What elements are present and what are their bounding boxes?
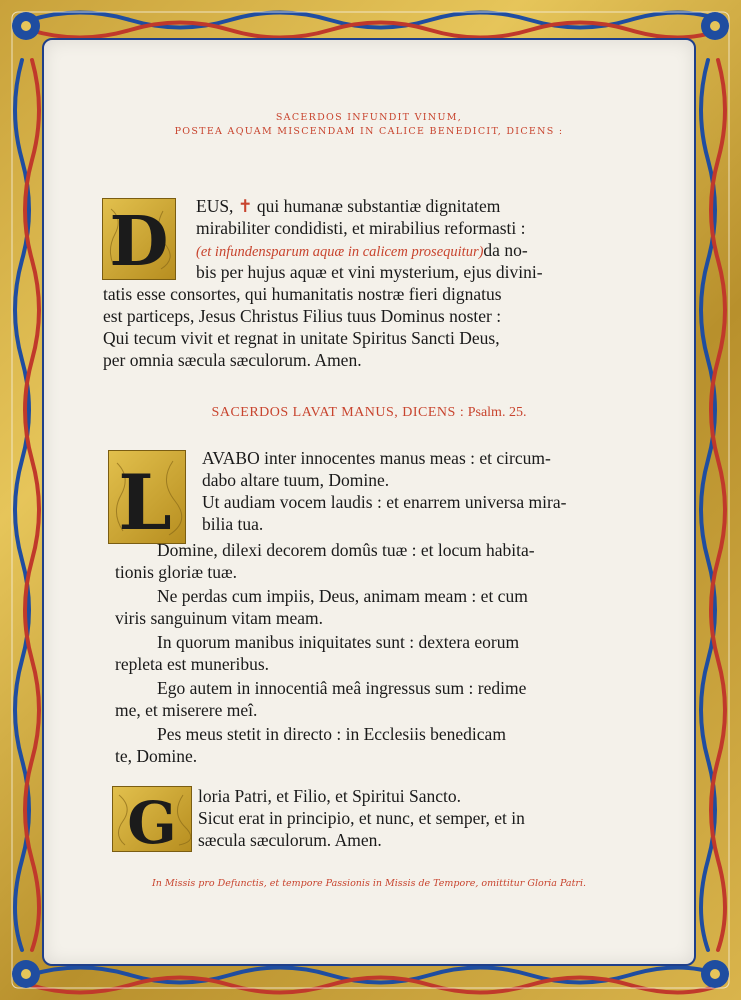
initial-letter: D bbox=[109, 202, 169, 279]
psalm-line-6: tionis gloriæ tuæ. bbox=[115, 562, 238, 582]
cross-symbol: ✝ bbox=[237, 196, 253, 216]
prayer1-line-5: tatis esse consortes, qui humanitatis nostræ fieri dignatus bbox=[103, 284, 502, 304]
psalm-line-12: me, et miserere meî. bbox=[115, 700, 258, 720]
psalm-line-2: dabo altare tuum, Domine. bbox=[202, 470, 390, 490]
footnote-rubric: In Missis pro Defunctis, et tempore Passionis in Missis de Tempore, omittitur Gloria Patri. bbox=[151, 878, 587, 889]
psalm-line-7: Ne perdas cum impiis, Deus, animam meam : et cum bbox=[157, 586, 528, 606]
prayer-card bbox=[42, 38, 696, 966]
gloria-line-2: Sicut erat in principio, et nunc, et semper, et in bbox=[198, 808, 525, 828]
psalm-line-9: In quorum manibus iniquitates sunt : dextera eorum bbox=[157, 632, 520, 652]
illuminated-initial-d bbox=[102, 198, 176, 280]
rubric-heading-line-2: POSTEA AQUAM MISCENDAM IN CALICE BENEDICIT, DICENS : bbox=[174, 126, 564, 137]
illuminated-initial-g bbox=[112, 786, 192, 852]
prayer1-line-7: Qui tecum vivit et regnat in unitate Spiritus Sancti Deus, bbox=[103, 328, 500, 348]
psalm-line-1: AVABO inter innocentes manus meas : et circum- bbox=[202, 448, 551, 468]
prayer1-line-3: (et infundensparum aquæ in calicem prosequitur)da no- bbox=[196, 240, 528, 260]
initial-letter: L bbox=[118, 458, 172, 543]
psalm-line-10: repleta est muneribus. bbox=[115, 654, 270, 674]
prayer1-line-6: est particeps, Jesus Christus Filius tuus Dominus noster : bbox=[103, 306, 502, 326]
prayer1-line-2: mirabiliter condidisti, et mirabilius reformasti : bbox=[196, 218, 526, 238]
psalm-line-13: Pes meus stetit in directo : in Ecclesiis benedicam bbox=[157, 724, 506, 744]
psalm-line-4: bilia tua. bbox=[202, 514, 264, 534]
prayer1-line-1: EUS, ✝ qui humanæ substantiæ dignitatem bbox=[196, 196, 501, 216]
rubric-heading-2: SACERDOS LAVAT MANUS, DICENS : Psalm. 25. bbox=[211, 405, 527, 420]
rubric-inline: (et infundensparum aquæ in calicem prosequitur) bbox=[196, 244, 484, 260]
psalm-line-14: te, Domine. bbox=[115, 746, 198, 766]
gloria-line-1: loria Patri, et Filio, et Spiritui Sancto. bbox=[198, 786, 461, 806]
gloria-line-3: sæcula sæculorum. Amen. bbox=[198, 830, 382, 850]
prayer1-line-8: per omnia sæcula sæculorum. Amen. bbox=[103, 350, 362, 370]
illuminated-initial-l bbox=[108, 450, 186, 544]
rubric-heading-line-1: SACERDOS INFUNDIT VINUM, bbox=[275, 112, 463, 123]
psalm-line-5: Domine, dilexi decorem domûs tuæ : et locum habita- bbox=[157, 540, 535, 560]
initial-letter: G bbox=[127, 789, 177, 851]
prayer1-line-4: bis per hujus aquæ et vini mysterium, ejus divini- bbox=[196, 262, 543, 282]
psalm-line-11: Ego autem in innocentiâ meâ ingressus sum : redime bbox=[157, 678, 527, 698]
psalm-line-3: Ut audiam vocem laudis : et enarrem universa mira- bbox=[202, 492, 567, 512]
psalm-line-8: viris sanguinum vitam meam. bbox=[115, 608, 324, 628]
